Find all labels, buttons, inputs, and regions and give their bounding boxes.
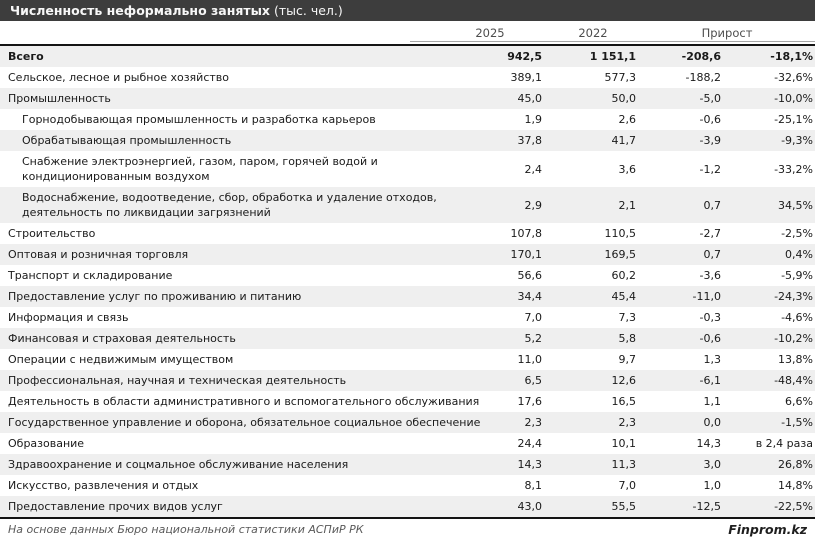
row-label: Финансовая и страховая деятельность [8,332,236,345]
value-2025: 7,0 [524,311,542,324]
source-note: На основе данных Бюро национальной статистики АСПиР РК [8,522,364,536]
row-label: Всего [8,50,44,63]
row-label: Здравоохранение и соцмальное обслуживание населения [8,458,349,471]
value-abs-change: -0,6 [699,113,721,126]
value-2022: 10,1 [611,437,636,450]
value-2022: 7,0 [618,479,636,492]
table-row [0,286,815,307]
value-abs-change: 0,0 [703,416,721,429]
value-abs-change: -3,6 [699,269,721,282]
page-title: Численность неформально занятых [10,3,270,18]
table-row [0,151,815,187]
value-pct-change: 6,6% [785,395,813,408]
value-2022: 1 151,1 [589,50,636,63]
value-abs-change: 14,3 [696,437,721,450]
value-pct-change: -33,2% [774,162,813,176]
value-pct-change: -32,6% [774,71,813,84]
value-pct-change: 26,8% [778,458,813,471]
value-abs-change: -2,7 [699,227,721,240]
value-pct-change: -25,1% [774,113,813,126]
value-2025: 11,0 [517,353,542,366]
table-row [0,328,815,349]
table-row [0,223,815,244]
row-label: Промышленность [8,92,111,105]
row-label: Государственное управление и оборона, обязательное социальное обеспечение [8,416,481,429]
value-abs-change: -208,6 [681,50,721,63]
value-2022: 110,5 [604,227,636,240]
value-2022: 55,5 [611,500,636,513]
table-row [0,187,815,223]
row-label: Строительство [8,227,96,240]
value-pct-change: 13,8% [778,353,813,366]
table-row [0,109,815,130]
value-2022: 11,3 [611,458,636,471]
table-row [0,349,815,370]
row-label: Деятельность в области административного и вспомогательного обслуживания [8,395,480,408]
value-pct-change: -9,3% [781,134,813,147]
value-2022: 16,5 [611,395,636,408]
value-2025: 17,6 [517,395,542,408]
table-row [0,67,815,88]
value-abs-change: -1,2 [699,162,721,176]
value-pct-change: -24,3% [774,290,813,303]
row-label: Транспорт и складирование [8,269,173,282]
value-2025: 5,2 [524,332,542,345]
value-2022: 7,3 [618,311,636,324]
value-abs-change: 3,0 [703,458,721,471]
column-header-2025: 2025 [455,21,547,45]
column-header-empty [0,21,455,45]
value-2022: 45,4 [611,290,636,303]
value-2022: 5,8 [618,332,636,345]
table-row [0,130,815,151]
value-2022: 3,6 [618,162,636,176]
row-label: Операции с недвижимым имуществом [8,353,234,366]
table-row [0,433,815,454]
value-2025: 942,5 [507,50,542,63]
row-label: Водоснабжение, водоотведение, сбор, обработка и удаление отходов, деятельность по ликвидации загрязнений [22,191,437,219]
value-2022: 2,1 [618,198,636,212]
value-2025: 24,4 [517,437,542,450]
row-label: Образование [8,437,85,450]
value-2025: 107,8 [510,227,542,240]
value-2025: 1,9 [524,113,542,126]
column-header-growth: Прирост [639,21,815,45]
table-row [0,265,815,286]
value-2025: 389,1 [510,71,542,84]
table-row [0,88,815,109]
value-2025: 2,9 [524,198,542,212]
value-abs-change: 0,7 [703,248,721,261]
value-abs-change: -5,0 [699,92,721,105]
row-label: Снабжение электроэнергией, газом, паром, горячей водой и кондиционированным воздухом [22,155,378,183]
value-2025: 45,0 [517,92,542,105]
value-2022: 41,7 [611,134,636,147]
value-2025: 56,6 [517,269,542,282]
table-row [0,244,815,265]
value-pct-change: -4,6% [781,311,813,324]
value-2022: 12,6 [611,374,636,387]
table-row [0,475,815,496]
value-2025: 6,5 [524,374,542,387]
row-label: Обрабатывающая промышленность [22,134,232,147]
value-pct-change: 14,8% [778,479,813,492]
brand-logo[interactable]: Finprom.kz [728,521,807,537]
value-abs-change: 1,3 [703,353,721,366]
page-title-unit: (тыс. чел.) [270,3,343,18]
value-pct-change: -5,9% [781,269,813,282]
value-pct-change: -1,5% [781,416,813,429]
value-pct-change: -18,1% [770,50,813,63]
value-pct-change: 0,4% [785,248,813,261]
value-abs-change: -0,6 [699,332,721,345]
table-row [0,307,815,328]
value-abs-change: -188,2 [685,71,721,84]
table-row [0,45,815,67]
row-label: Предоставление услуг по проживанию и питанию [8,290,302,303]
value-abs-change: -3,9 [699,134,721,147]
value-abs-change: 0,7 [703,198,721,212]
value-pct-change: 34,5% [778,198,813,212]
table-area [0,21,815,517]
value-pct-change: -22,5% [774,500,813,513]
value-2022: 169,5 [604,248,636,261]
value-2025: 34,4 [517,290,542,303]
row-label: Предоставление прочих видов услуг [8,500,223,513]
row-label: Искусство, развлечения и отдых [8,479,199,492]
value-2022: 2,3 [618,416,636,429]
value-2022: 9,7 [618,353,636,366]
row-label: Сельское, лесное и рыбное хозяйство [8,71,229,84]
table-row [0,370,815,391]
value-abs-change: 1,1 [703,395,721,408]
value-pct-change: -10,2% [774,332,813,345]
value-2025: 43,0 [517,500,542,513]
column-header-2022: 2022 [547,21,639,45]
value-abs-change: -12,5 [692,500,721,513]
value-pct-change: -10,0% [774,92,813,105]
value-2025: 2,3 [524,416,542,429]
value-2022: 577,3 [604,71,636,84]
value-2025: 2,4 [524,162,542,176]
value-pct-change: -48,4% [774,374,813,387]
value-2022: 50,0 [611,92,636,105]
value-abs-change: -0,3 [699,311,721,324]
table-row [0,454,815,475]
header-underline [410,41,815,42]
value-abs-change: -11,0 [692,290,721,303]
value-pct-change: в 2,4 раза [755,437,813,450]
value-2025: 170,1 [510,248,542,261]
value-2025: 14,3 [517,458,542,471]
value-2025: 8,1 [524,479,542,492]
table-body [0,45,815,517]
row-label: Горнодобывающая промышленность и разработка карьеров [22,113,376,126]
value-pct-change: -2,5% [781,227,813,240]
row-label: Информация и связь [8,311,129,324]
table-row [0,391,815,412]
row-label: Профессиональная, научная и техническая деятельность [8,374,347,387]
title-bar [0,0,815,21]
value-abs-change: 1,0 [703,479,721,492]
value-2022: 60,2 [611,269,636,282]
table-row [0,496,815,517]
data-table [0,21,815,517]
value-abs-change: -6,1 [699,374,721,387]
table-row [0,412,815,433]
footer [0,517,815,537]
row-label: Оптовая и розничная торговля [8,248,189,261]
value-2022: 2,6 [618,113,636,126]
value-2025: 37,8 [517,134,542,147]
